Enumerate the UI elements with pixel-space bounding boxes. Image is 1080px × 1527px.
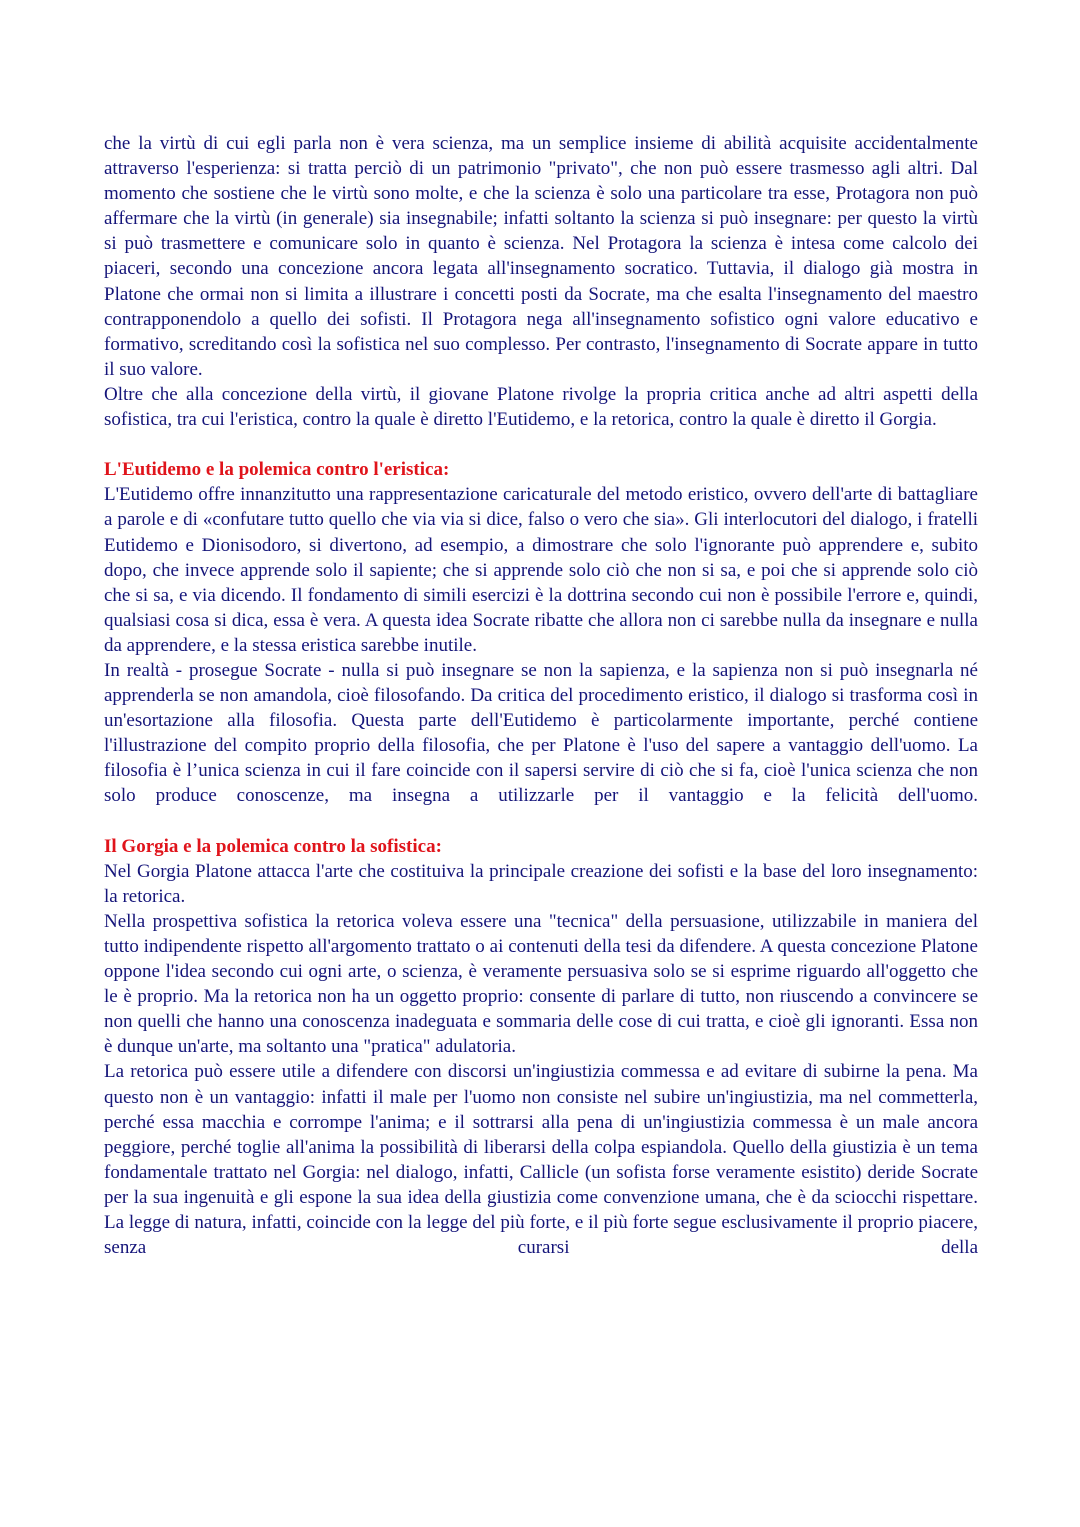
spacer xyxy=(104,809,978,834)
paragraph: che la virtù di cui egli parla non è vera scienza, ma un semplice insieme di abilità acquisite accidentalmente attraverso l'esperienza: si tratta perciò di un patrimonio "privato", che non può essere trasmesso agli altri. Dal momento che sostiene che le virtù sono molte, e che la scienza è solo una particolare tra esse, Protagora non può affermare che la virtù (in generale) sia insegnabile; infatti soltanto la scienza si può insegnare: per questo la virtù si può trasmettere e comunicare solo in quanto è scienza. Nel Protagora la scienza è intesa come calcolo dei piaceri, secondo una concezione ancora legata all'insegnamento socratico. Tuttavia, il dialogo già mostra in Platone che ormai non si limita a illustrare i concetti posti da Socrate, ma che esalta l'insegnamento del maestro contrapponendolo a quello dei sofisti. Il Protagora nega all'insegnamento sofistico ogni valore educativo e formativo, screditando così la sofistica nel suo complesso. Per contrasto, l'insegnamento di Socrate appare in tutto il suo valore. xyxy=(104,133,978,380)
paragraph: Nel Gorgia Platone attacca l'arte che costituiva la principale creazione dei sofisti e la base del loro insegnamento: la retorica. xyxy=(104,860,978,907)
section-heading: L'Eutidemo e la polemica contro l'eristica: xyxy=(104,459,450,481)
paragraph: Nella prospettiva sofistica la retorica voleva essere una "tecnica" della persuasione, utilizzabile in maniera del tutto indipendente rispetto all'argomento trattato o ai contenuti della tesi da difendere. A questa concezione Platone oppone l'idea secondo cui ogni arte, o scienza, è veramente persuasiva solo se si esprime riguardo all'oggetto che le è proprio. Ma la retorica non ha un oggetto proprio: consente di parlare di tutto, non riuscendo a convincere se non quelli che hanno una conoscenza inadeguata e sommaria delle cose di cui tratta, e cioè gli ignoranti. Essa non è dunque un'arte, ma soltanto una "pratica" adulatoria. xyxy=(104,910,978,1058)
paragraph: Oltre che alla concezione della virtù, il giovane Platone rivolge la propria critica anche ad altri aspetti della sofistica, tra cui l'eristica, contro la quale è diretto l'Eutidemo, e la retorica, contro la quale è diretto il Gorgia. xyxy=(104,383,978,431)
paragraph: L'Eutidemo offre innanzitutto una rappresentazione caricaturale del metodo eristico, ovvero dell'arte di battagliare a parole e di «confutare tutto quello che via via si dice, falso o vero che sia». Gli interlocutori del dialogo, i fratelli Eutidemo e Dionisodoro, si divertono, ad esempio, a dimostrare che solo l'ignorante può apprendere e, subito dopo, che invece apprende solo il sapiente; che si apprende solo ciò che non si sa, e poi che si apprende solo ciò che si sa, e via dicendo. Il fondamento di simili esercizi è la dottrina secondo cui non è possibile l'errore e, quindi, qualsiasi cosa si dica, essa è vera. A questa idea Socrate ribatte che allora non ci sarebbe nulla da insegnare e nulla da apprendere, e la stessa eristica sarebbe inutile. xyxy=(104,484,978,656)
spacer xyxy=(104,432,978,457)
section-heading: Il Gorgia e la polemica contro la sofistica: xyxy=(104,835,442,857)
paragraph: La retorica può essere utile a difendere con discorsi un'ingiustizia commessa e ad evitare di subirne la pena. Ma questo non è un vantaggio: infatti il male per l'uomo non consiste nel subire un'ingiustizia, ma nel commetterla, perché essa macchia e corrompe l'anima; e il sottrarsi alla pena di un'ingiustizia commessa è un male ancora peggiore, perché toglie all'anima la possibilità di liberarsi della colpa espiandola. Quello della giustizia è un tema fondamentale trattato nel Gorgia: nel dialogo, infatti, Callicle (un sofista forse veramente esistito) deride Socrate per la sua ingenuità e gli espone la sua idea della giustizia come convenzione umana, che è da sciocchi rispettare. La legge di natura, infatti, coincide con la legge del più forte, e il più forte segue esclusivamente il proprio piacere, senza curarsi della xyxy=(104,1061,978,1259)
paragraph: In realtà - prosegue Socrate - nulla si può insegnare se non la sapienza, e la sapienza non si può insegnarla né apprenderla se non amandola, cioè filosofando. Da critica del procedimento eristico, il dialogo si trasforma così in un'esortazione alla filosofia. Questa parte dell'Eutidemo è particolarmente importante, perché contiene l'illustrazione del compito proprio della filosofia, che per Platone è l'uso del sapere a vantaggio dell'uomo. La filosofia è l’unica scienza in cui il fare coincide con il sapersi servire di ciò che si fa, cioè l'unica scienza che non solo produce conoscenze, ma insegna a utilizzarle per il vantaggio e la felicità dell'uomo. xyxy=(104,659,978,807)
document-page xyxy=(104,131,978,1260)
